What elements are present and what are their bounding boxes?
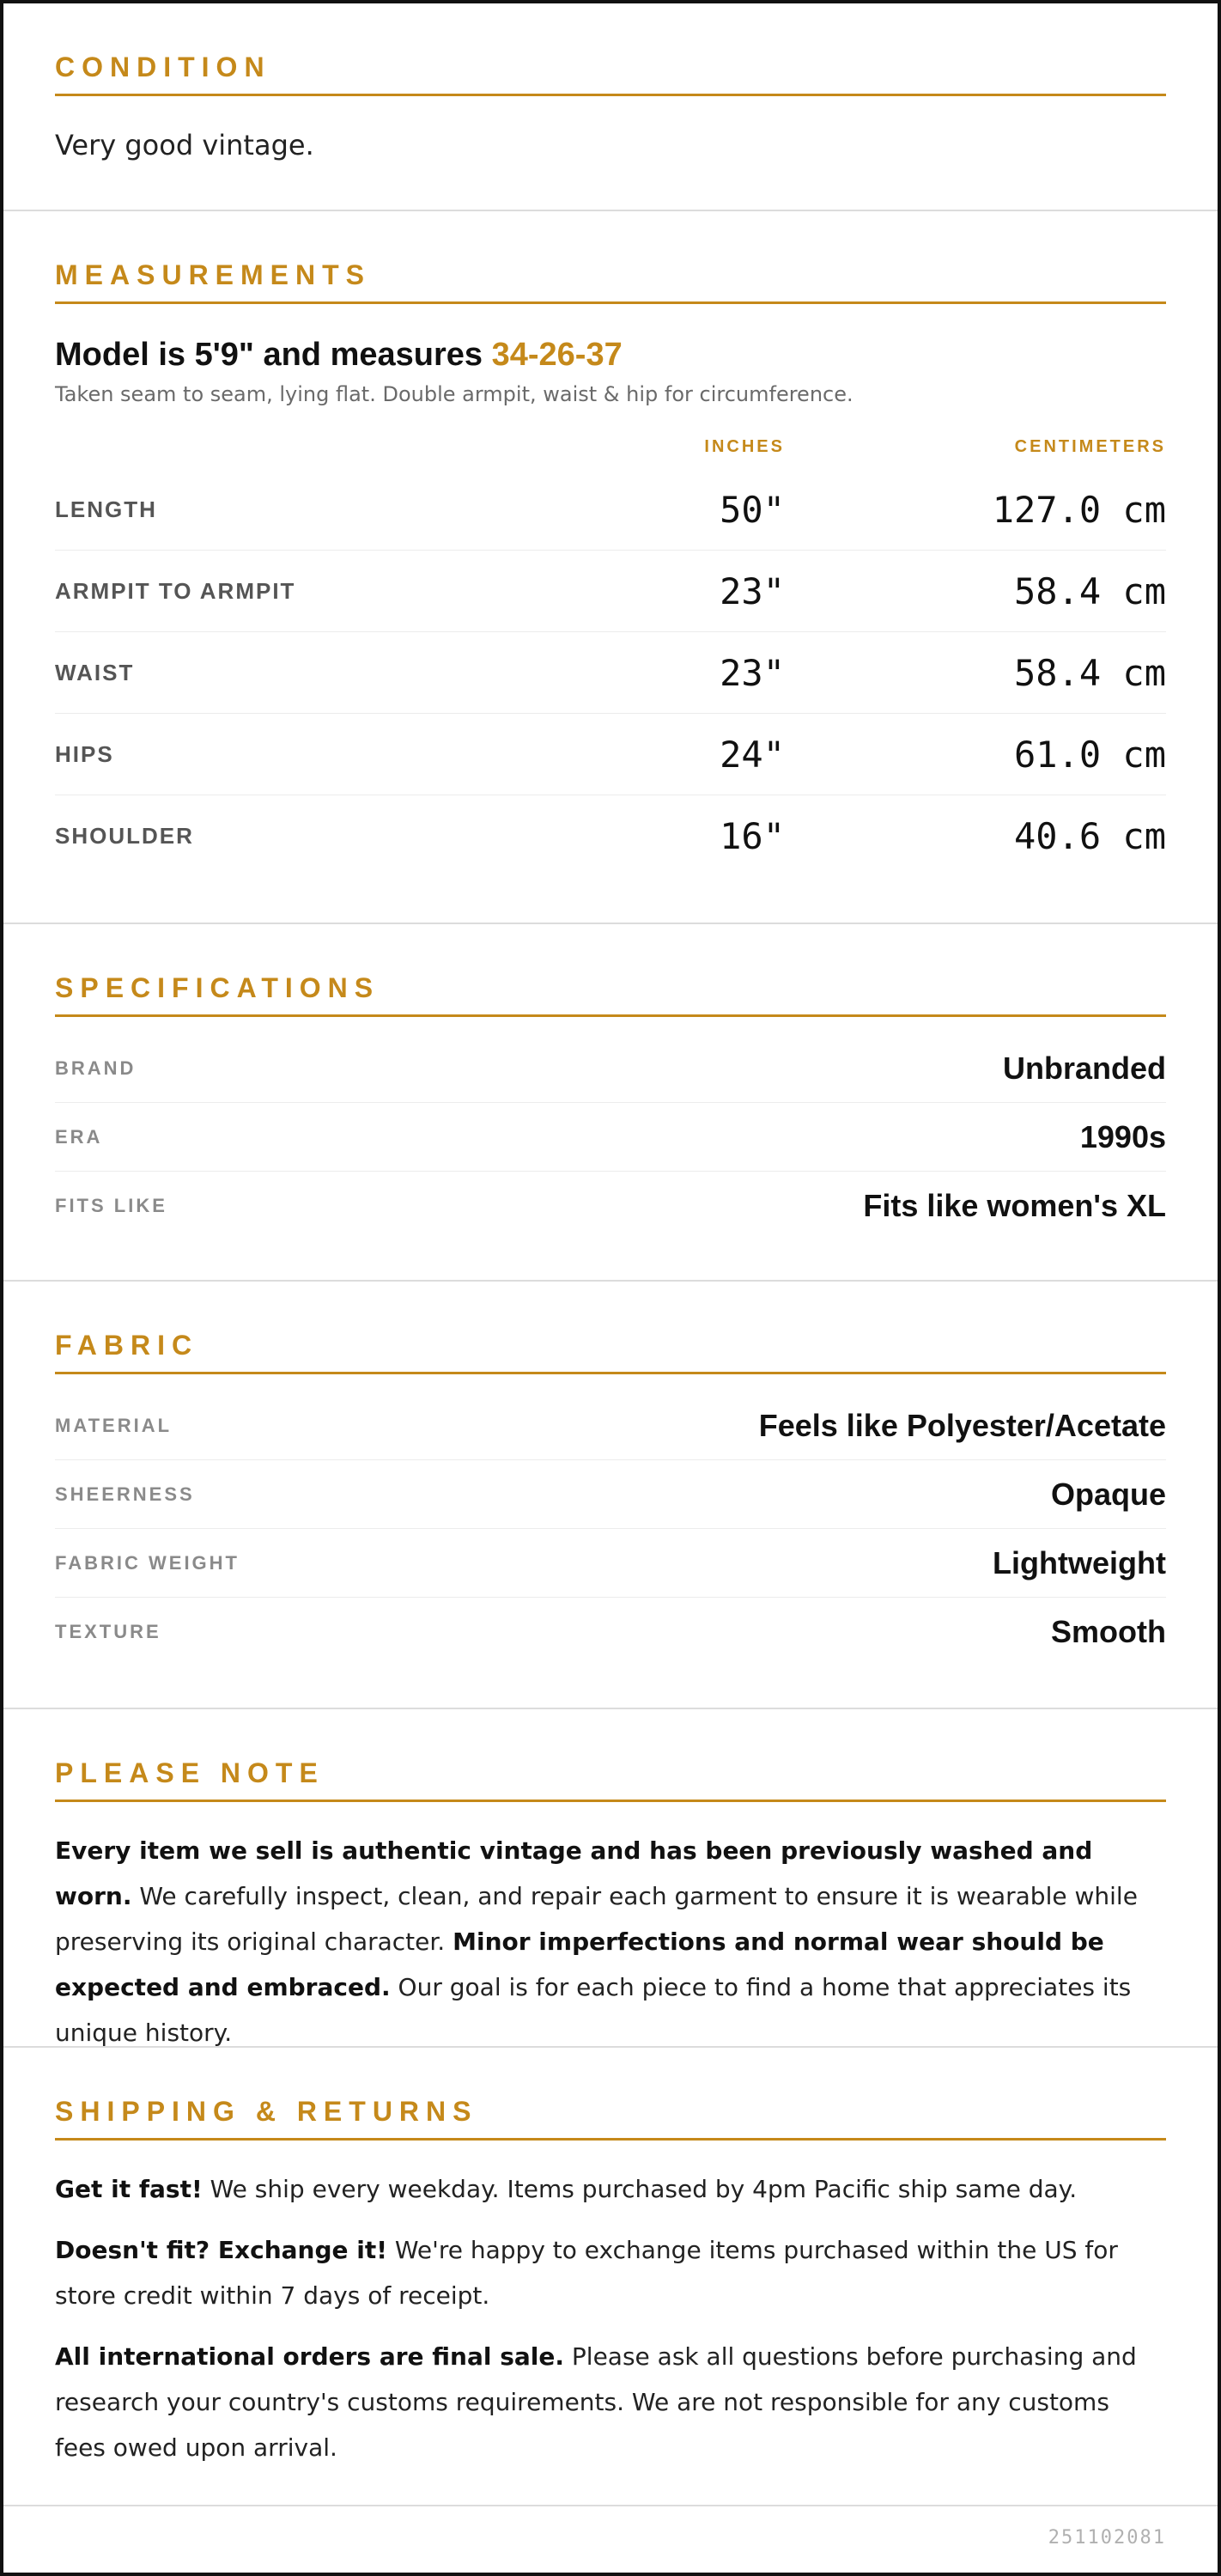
spec-key: FITS LIKE (55, 1194, 167, 1216)
condition-text: Very good vintage. (55, 129, 314, 161)
table-row (55, 795, 1166, 876)
specifications-title: SPECIFICATIONS (55, 924, 1166, 1017)
ship-text-2: We're happy to exchange items purchased within the US for store credit within 7 days of receipt. (55, 2236, 1118, 2310)
measure-inches: 16" (720, 814, 785, 857)
please-note-text (55, 1828, 1166, 2055)
measurements-note: Taken seam to seam, lying flat. Double armpit, waist & hip for circumference. (55, 382, 853, 406)
fabric-list (55, 1374, 1166, 1696)
measurements-section (3, 211, 1218, 924)
note-text-1: We carefully inspect, clean, and repair each garment to ensure it is wearable while preserving its original character. (55, 1882, 1138, 1956)
list-item (55, 1103, 1166, 1172)
measure-inches: 50" (720, 488, 785, 531)
measure-inches: 23" (720, 569, 785, 612)
please-note-section (3, 1709, 1218, 2048)
shipping-paragraph-3 (55, 2334, 1166, 2470)
ship-text-3: Please ask all questions before purchasing and research your country's customs requirements. We are not responsible for any customs fees owed upon arrival. (55, 2342, 1137, 2462)
note-text-2: Our goal is for each piece to find a home that appreciates its unique history. (55, 1973, 1132, 2047)
fabric-value: Opaque (1050, 1476, 1166, 1512)
fabric-key: TEXTURE (55, 1620, 161, 1642)
spec-value: Unbranded (1002, 1050, 1166, 1086)
note-bold-2: Minor imperfections and normal wear should be expected and embraced. (55, 1927, 1104, 2001)
model-measures-value: 34-26-37 (491, 337, 623, 373)
measurements-title: MEASUREMENTS (55, 211, 1166, 304)
fabric-key: FABRIC WEIGHT (55, 1551, 240, 1574)
table-row (55, 469, 1166, 551)
list-item (55, 1598, 1166, 1666)
condition-title: CONDITION (55, 3, 1166, 96)
specifications-section (3, 924, 1218, 1282)
footer (3, 2506, 1218, 2549)
measure-label: SHOULDER (55, 822, 194, 849)
measure-cm: 127.0 cm (992, 488, 1166, 531)
shipping-paragraph-1 (55, 2166, 1166, 2212)
please-note-title: PLEASE NOTE (55, 1709, 1166, 1802)
list-item (55, 1034, 1166, 1103)
measure-inches: 24" (720, 733, 785, 776)
table-row (55, 632, 1166, 714)
shipping-section (3, 2048, 1218, 2506)
ship-bold-3: All international orders are final sale. (55, 2342, 565, 2371)
list-item (55, 1529, 1166, 1598)
fabric-key: MATERIAL (55, 1414, 173, 1436)
fabric-value: Feels like Polyester/Acetate (758, 1407, 1166, 1443)
spec-key: BRAND (55, 1057, 137, 1079)
ship-bold-1: Get it fast! (55, 2175, 203, 2203)
measure-inches: 23" (720, 651, 785, 694)
measurements-header-row (55, 437, 1166, 469)
spec-value: Fits like women's XL (863, 1187, 1166, 1223)
measurements-table (55, 437, 1166, 902)
table-row (55, 714, 1166, 795)
spec-value: 1990s (1079, 1118, 1166, 1154)
shipping-paragraph-2 (55, 2227, 1166, 2318)
list-item (55, 1392, 1166, 1460)
fabric-title: FABRIC (55, 1282, 1166, 1374)
measure-cm: 61.0 cm (1013, 733, 1166, 776)
specifications-list (55, 1017, 1166, 1270)
measure-label: LENGTH (55, 496, 157, 522)
fabric-section (3, 1282, 1218, 1709)
shipping-title: SHIPPING & RETURNS (55, 2048, 1166, 2141)
model-prefix: Model is 5'9" and measures (55, 337, 492, 373)
spec-key: ERA (55, 1125, 103, 1148)
table-row (55, 551, 1166, 632)
col-inches-header: INCHES (704, 437, 785, 456)
ship-text-1: We ship every weekday. Items purchased by 4pm Pacific ship same day. (202, 2175, 1078, 2203)
model-measures-line (55, 337, 1166, 374)
note-bold-1: Every item we sell is authentic vintage and has been previously washed and worn. (55, 1836, 1093, 1910)
list-item (55, 1172, 1166, 1239)
product-code: 251102081 (1048, 2527, 1166, 2549)
measure-label: ARMPIT TO ARMPIT (55, 577, 296, 604)
measure-label: WAIST (55, 659, 135, 685)
list-item (55, 1460, 1166, 1529)
measure-cm: 58.4 cm (1013, 569, 1166, 612)
measure-label: HIPS (55, 740, 114, 767)
fabric-value: Lightweight (993, 1544, 1166, 1580)
measure-cm: 58.4 cm (1013, 651, 1166, 694)
ship-bold-2: Doesn't fit? Exchange it! (55, 2236, 387, 2264)
measure-cm: 40.6 cm (1013, 814, 1166, 857)
condition-section (3, 3, 1218, 211)
fabric-key: SHEERNESS (55, 1483, 195, 1505)
fabric-value: Smooth (1051, 1613, 1166, 1649)
col-cm-header: CENTIMETERS (1014, 437, 1166, 456)
